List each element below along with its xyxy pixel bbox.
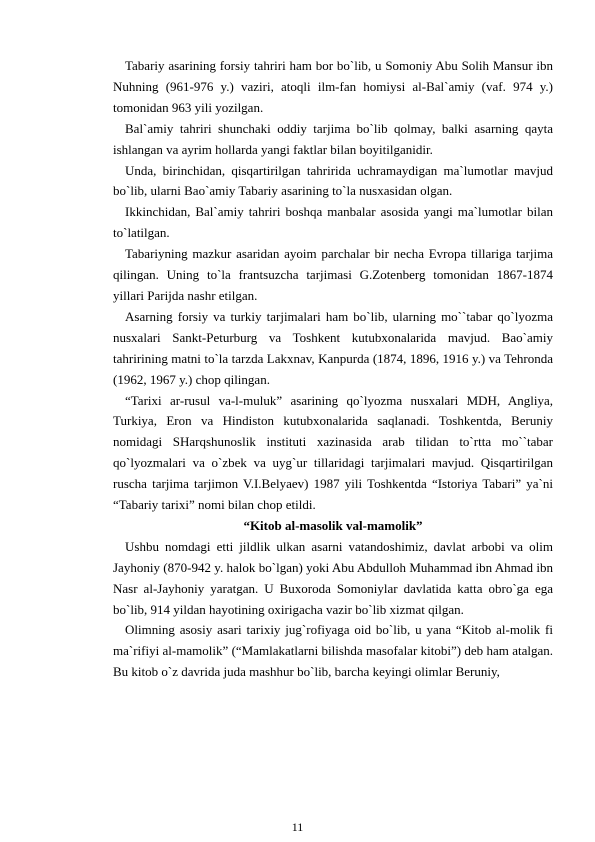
page-number: 11 bbox=[291, 820, 304, 834]
paragraph-2: Bal`amiy tahriri shunchaki oddiy tarjima bo`lib qolmay, balki asarning qayta ishlangan va ayrim hollarda yangi faktlar bilan boyitilganidir. bbox=[113, 120, 553, 157]
page-content bbox=[113, 56, 553, 683]
paragraph-6: Asarning forsiy va turkiy tarjimalari ham bo`lib, ularning mo``tabar qo`lyozma nusxalari Sankt-Peturburg va Toshkent kutubxonalarida mavjud. Bao`amiy tahririning matni to`la tarzda Lakxnav, Kanpurda (1874, 1896, 1916 y.) va Tehronda (1962, 1967 y.) chop qilingan. bbox=[113, 308, 553, 387]
paragraph-3: Unda, birinchidan, qisqartirilgan tahririda uchramaydigan ma`lumotlar mavjud bo`lib, ularni Bao`amiy Tabariy asarining to`la nusxasidan olgan. bbox=[113, 162, 553, 199]
paragraph-1: Tabariy asarining forsiy tahriri ham bor bo`lib, u Somoniy Abu Solih Mansur ibn Nuhning (961-976 y.) vaziri, atoqli ilm-fan homiysi al-Bal`amiy (vaf. 974 y.) tomonidan 963 yili yozilgan. bbox=[113, 58, 553, 115]
paragraph-4: Ikkinchidan, Bal`amiy tahriri boshqa manbalar asosida yangi ma`lumotlar bilan to`latilgan. bbox=[113, 204, 553, 241]
section-heading: “Kitob al-masolik val-mamolik” bbox=[243, 517, 423, 533]
section-paragraph-2: Olimning asosiy asari tarixiy jug`rofiyaga oid bo`lib, u yana “Kitob al-molik fi ma`rifiyi al-mamolik” (“Mamlakatlarni bilishda masofalar kitobi”) deb ham atalgan. Bu kitob o`z davrida juda mashhur bo`lib, barcha keyingi olimlar Beruniy, bbox=[113, 622, 553, 680]
section-paragraph-1: Ushbu nomdagi etti jildlik ulkan asarni vatandoshimiz, davlat arbobi va olim Jayhoniy (870-942 y. halok bo`lgan) yoki Abu Abdulloh Muhammad ibn Ahmad ibn Nasr al-Jayhoniy yaratgan. U Buxoroda Somoniylar davlatida katta obro`ga ega bo`lib, 914 yildan hayotining oxirigacha vazir bo`lib xizmat qilgan. bbox=[113, 538, 553, 617]
paragraph-5: Tabariyning mazkur asaridan ayoim parchalar bir necha Evropa tillariga tarjima qilingan. Uning to`la frantsuzcha tarjimasi G.Zotenberg tomonidan 1867-1874 yillari Parijda nashr etilgan. bbox=[113, 246, 553, 303]
paragraph-7: “Tarixi ar-rusul va-l-muluk” asarining qo`lyozma nusxalari MDH, Angliya, Turkiya, Eron va Hindiston kutubxonalarida saqlanadi. Toshkentda, Beruniy nomidagi SHarqshunoslik instituti xazinasida arab tilidan to`rtta mo``tabar qo`lyozmalari va o`zbek va uyg`ur tillaridagi tarjimalari mavjud. Qisqartirilgan ruscha tarjima tarjimon V.I.Belyaev) 1987 yili Toshkentda “Istoriya Tabari” ya`ni “Tabariy tarixi” nomi bilan chop etildi. bbox=[113, 392, 553, 513]
